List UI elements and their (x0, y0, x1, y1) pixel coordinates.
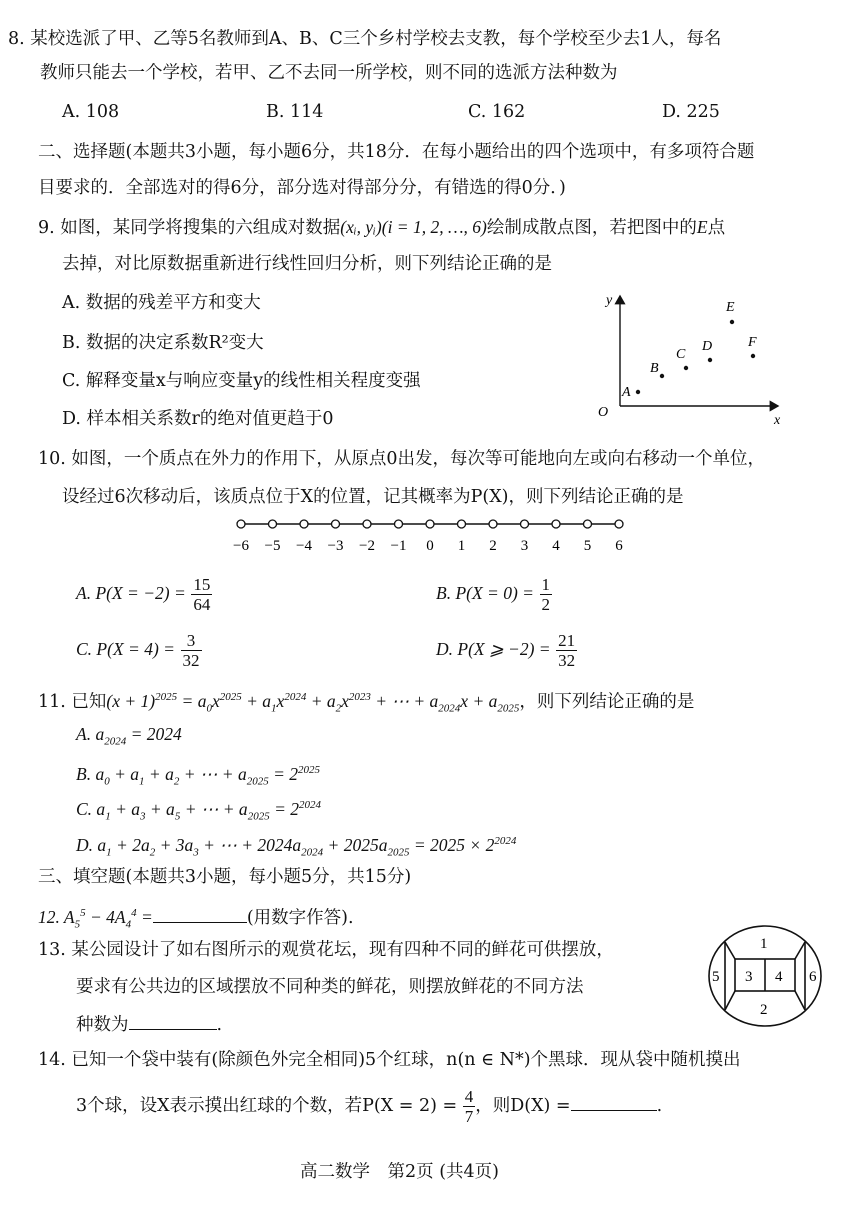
q10-option-a (76, 568, 212, 618)
q13-line2: 要求有公共边的区域摆放不同种类的鲜花，则摆放鲜花的不同方法 (76, 977, 584, 997)
q13-region-2: 2 (760, 1002, 768, 1018)
q9-point-d-label: D (702, 339, 713, 354)
q9-option-b: B. 数据的决定系数R²变大 (62, 333, 264, 353)
q10-tick-dot (363, 520, 371, 528)
q10-option-c (76, 624, 202, 674)
q9-option-c: C. 解释变量x与响应变量y的线性相关程度变强 (62, 371, 421, 391)
q9-origin-label: O (598, 405, 609, 420)
q13-region-5: 5 (712, 969, 720, 985)
q10-option-c-num: 3 (181, 631, 202, 651)
q10-tick-label: −2 (359, 538, 375, 554)
q14-fraction-num: 4 (464, 1087, 474, 1106)
q13-diag-tl (725, 942, 735, 959)
q14-line2-a: 3个球，设X表示摸出红球的个数，若P(X = 2) = (76, 1096, 458, 1116)
q10-tick-dot (521, 520, 529, 528)
q8-option-b: B. 114 (266, 102, 324, 122)
q9-point-e-label: E (726, 300, 735, 315)
q10-tick-dot (237, 520, 245, 528)
section2-line1: 二、选择题(本题共3小题，每小题6分，共18分．在每小题给出的四个选项中，有多项符合题 (38, 142, 755, 162)
q9-point-d (708, 358, 712, 362)
q10-tick-dot (552, 520, 560, 528)
q10-option-b-label: B. P(X = 0) = (436, 583, 534, 603)
q9-line2: 去掉，对比原数据重新进行线性回归分析，则下列结论正确的是 (62, 254, 552, 274)
q13-answer-blank[interactable] (129, 1011, 217, 1030)
q9-point-b (660, 374, 664, 378)
q10-option-b-num: 1 (541, 575, 551, 594)
q9-point-a (636, 390, 640, 394)
q8-option-a: A. 108 (62, 102, 120, 122)
q10-tick-label: −1 (390, 538, 407, 554)
q10-option-d-fraction (556, 631, 577, 670)
q9-option-a: A. 数据的残差平方和变大 (62, 293, 261, 313)
q14-fraction (463, 1087, 476, 1126)
q10-tick-label: 3 (520, 538, 529, 554)
page-footer: 高二数学 第2页 (共4页) (300, 1162, 499, 1182)
q14-line2 (76, 1080, 662, 1132)
q10-tick-dot (426, 520, 434, 528)
q9-point-c (684, 366, 688, 370)
q10-tick-dot (489, 520, 497, 528)
q10-option-c-den: 32 (182, 651, 200, 670)
q10-option-a-fraction (191, 575, 212, 614)
q13-period: . (216, 1015, 223, 1035)
q10-option-d-num: 21 (558, 631, 576, 650)
q10-tick-label: −5 (264, 538, 281, 554)
q9-point-c-label: C (676, 347, 686, 362)
q10-option-a-den: 64 (193, 595, 211, 614)
q10-tick-label: −6 (233, 538, 249, 554)
q10-tick-label: 4 (552, 538, 560, 554)
q10-tick-dot (332, 520, 340, 528)
q10-tick-dot (584, 520, 592, 528)
q8-line2: 教师只能去一个学校，若甲、乙不去同一所学校，则不同的选派方法种数为 (40, 63, 618, 83)
section2-line2: 目要求的．全部选对的得6分，部分选对得部分分，有错选的得0分．) (38, 178, 566, 198)
q12-tail: (用数字作答). (246, 907, 354, 928)
q8-option-d: D. 225 (662, 102, 720, 122)
q14-period: . (656, 1096, 663, 1116)
q9-x-axis-label: x (774, 413, 781, 428)
q8-line1: 8. 某校选派了甲、乙等5名教师到A、B、C三个乡村学校去支教，每个学校至少去1人，每名 (8, 29, 722, 49)
q14-line2-b: ，则D(X) = (475, 1096, 571, 1116)
q11-option-c: C. $a_1 + a_3 + a_5$ + ⋯ + $a_{2025} = 2^{2024}$ (76, 798, 321, 823)
q11-stem-b: ，则下列结论正确的是 (519, 691, 695, 712)
q14-answer-blank[interactable] (571, 1092, 657, 1111)
q10-option-a-num: 15 (193, 575, 211, 594)
q13-flowerbed-diagram (705, 922, 829, 1030)
q10-number-line (225, 512, 635, 558)
q10-option-b (436, 568, 552, 618)
q9-line1-a: 9. 如图，某同学将搜集的六组成对数据 (38, 218, 341, 238)
q11-expansion: $(x + 1)^{2025} = a_0x^{2025} + a_1x^{2024} + a_2x^{2023}$ + ⋯ + $a_{2024}x + a_{2025}$ (106, 690, 520, 715)
q10-line1: 10. 如图，一个质点在外力的作用下，从原点0出发，每次等可能地向左或向右移动一个单位， (38, 449, 766, 469)
q10-tick-dot (269, 520, 277, 528)
q13-diag-tr (795, 942, 805, 959)
q9-point-f (751, 354, 755, 358)
q9-point-e-ref: E (696, 217, 708, 237)
q9-line1 (38, 215, 725, 240)
q11-option-d: D. $a_1 + 2a_2 + 3a_3$ + ⋯ + $2024a_{2024} + 2025a_{2025} = 2025 \times 2^{2024}$ (76, 834, 517, 859)
q11-option-b: B. $a_0 + a_1 + a_2$ + ⋯ + $a_{2025} = 2^{2025}$ (76, 763, 321, 788)
q8-option-c: C. 162 (468, 102, 526, 122)
q13-diag-bl (725, 991, 735, 1010)
q9-scatter-plot (590, 282, 800, 432)
q10-option-b-fraction (540, 575, 553, 614)
q13-region-4: 4 (775, 969, 783, 985)
q10-tick-label: 0 (426, 538, 434, 554)
q10-tick-label: −3 (327, 538, 344, 554)
q10-tick-dot (300, 520, 308, 528)
q10-tick-dot (615, 520, 623, 528)
q14-line1: 14. 已知一个袋中装有(除颜色外完全相同)5个红球，n(n ∈ N*)个黑球．现从袋中随机摸出 (38, 1050, 741, 1070)
q10-tick-label: −4 (296, 538, 312, 554)
q10-tick-dot (458, 520, 466, 528)
q9-point-a-label: A (622, 385, 631, 400)
q10-option-d-den: 32 (558, 651, 576, 670)
q10-option-a-label: A. P(X = −2) = (76, 583, 186, 603)
q9-line1-b: 绘制成散点图，若把图中的 (486, 218, 697, 238)
q11-stem-a: 11. 已知 (38, 691, 107, 712)
q10-tick-label: 2 (489, 538, 497, 554)
q13-line1: 13. 某公园设计了如右图所示的观赏花坛，现有四种不同的鲜花可供摆放， (38, 940, 614, 960)
q10-tick-label: 6 (615, 538, 623, 554)
q9-y-axis-label: y (606, 293, 613, 308)
q13-region-6: 6 (809, 969, 817, 985)
q10-option-c-label: C. P(X = 4) = (76, 639, 175, 659)
q10-tick-label: 5 (583, 538, 592, 554)
q10-tick-label: 1 (457, 538, 466, 554)
q13-region-3: 3 (745, 969, 753, 985)
q10-option-b-den: 2 (541, 595, 551, 614)
q13-diag-br (795, 991, 805, 1010)
q14-fraction-den: 7 (464, 1107, 474, 1126)
q9-point-e (730, 320, 734, 324)
q12-answer-blank[interactable] (153, 904, 247, 923)
q9-point-b-label: B (650, 361, 659, 376)
q9-data-pairs: (xᵢ, yᵢ)(i = 1, 2, …, 6) (340, 217, 487, 237)
q10-tick-dot (395, 520, 403, 528)
q11-option-a: A. $a_{2024} = 2024$ (76, 724, 182, 748)
q10-option-c-fraction (181, 631, 202, 670)
q13-line3-text: 种数为 (76, 1015, 129, 1035)
q10-option-d (436, 624, 577, 674)
q9-line1-c: 点 (707, 218, 726, 238)
q13-region-1: 1 (760, 936, 768, 952)
q10-option-d-label: D. P(X ⩾ −2) = (436, 639, 551, 659)
section3-heading: 三、填空题(本题共3小题，每小题5分，共15分) (38, 867, 412, 887)
q11-stem (38, 685, 694, 720)
q9-option-d: D. 样本相关系数r的绝对值更趋于0 (62, 409, 334, 429)
q12-expression: 12. $A_5^5 - 4A_4^4$ = (38, 906, 153, 931)
q10-line2: 设经过6次移动后，该质点位于X的位置，记其概率为P(X)，则下列结论正确的是 (62, 487, 684, 507)
q9-point-f-label: F (748, 335, 757, 350)
q13-line3 (76, 1011, 222, 1037)
q12-line (38, 901, 354, 936)
